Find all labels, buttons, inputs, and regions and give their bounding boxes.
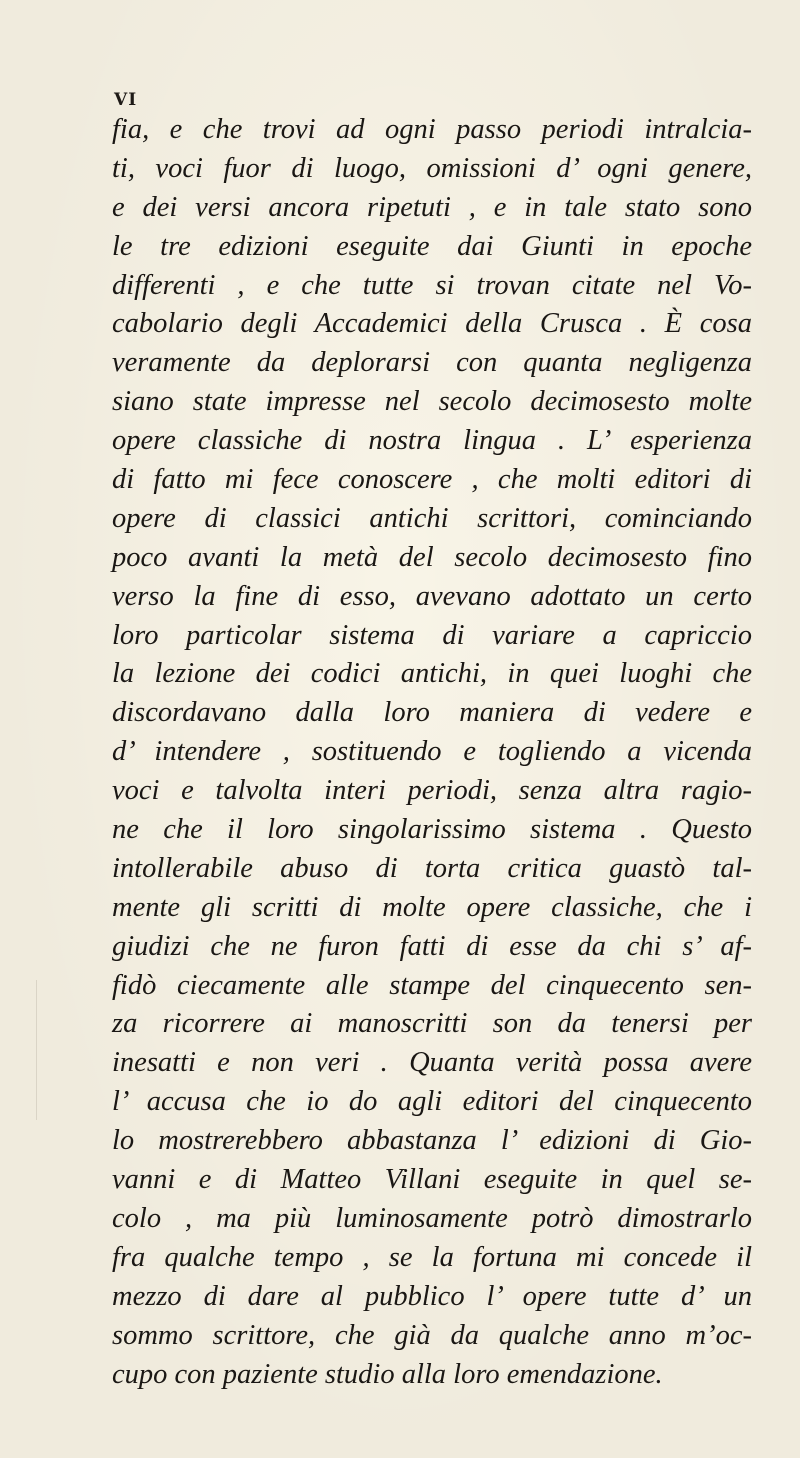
text-line: inesatti e non veri . Quanta verità possa avere <box>112 1047 752 1079</box>
text-line: loro particolar sistema di variare a capriccio <box>112 619 752 651</box>
text-line: verso la fine di esso, avevano adottato un certo <box>112 580 752 612</box>
text-line: colo , ma più luminosamente potrò dimostrarlo <box>112 1202 752 1234</box>
text-line: opere classiche di nostra lingua . L’ esperienza <box>112 425 752 457</box>
text-line: e dei versi ancora ripetuti , e in tale stato sono <box>112 191 752 223</box>
text-line: d’ intendere , sostituendo e togliendo a vicenda <box>112 736 752 768</box>
text-line: le tre edizioni eseguite dai Giunti in epoche <box>112 230 752 262</box>
text-line: cupo con paziente studio alla loro emendazione. <box>112 1358 663 1390</box>
page-number: VI <box>114 90 138 110</box>
text-line: opere di classici antichi scrittori, cominciando <box>112 502 752 534</box>
text-line: mente gli scritti di molte opere classiche, che i <box>112 891 752 923</box>
text-line: cabolario degli Accademici della Crusca . È cosa <box>112 308 752 340</box>
text-line: la lezione dei codici antichi, in quei luoghi che <box>112 658 752 690</box>
text-line: voci e talvolta interi periodi, senza altra ragio- <box>112 775 752 807</box>
text-line: fra qualche tempo , se la fortuna mi concede il <box>112 1241 752 1273</box>
text-line: discordavano dalla loro maniera di vedere e <box>112 697 752 729</box>
text-line: mezzo di dare al pubblico l’ opere tutte d’ un <box>112 1280 752 1312</box>
text-line: giudizi che ne furon fatti di esse da chi s’ af- <box>112 930 752 962</box>
text-line: ne che il loro singolarissimo sistema . Questo <box>112 814 752 846</box>
text-line: sommo scrittore, che già da qualche anno m’oc- <box>112 1319 752 1351</box>
text-line: fia, e che trovi ad ogni passo periodi intralcia- <box>112 114 752 145</box>
text-line: differenti , e che tutte si trovan citate nel Vo- <box>112 269 752 301</box>
text-line: l’ accusa che io do agli editori del cinquecento <box>112 1086 752 1118</box>
text-line: di fatto mi fece conoscere , che molti editori di <box>112 464 752 496</box>
text-line: vanni e di Matteo Villani eseguite in quel se- <box>112 1164 752 1196</box>
text-line: fidò ciecamente alle stampe del cinquecento sen- <box>112 969 752 1001</box>
margin-shadow <box>36 980 37 1120</box>
text-line: siano state impresse nel secolo decimosesto molte <box>112 386 752 418</box>
text-line: intollerabile abuso di torta critica guastò tal- <box>112 852 752 884</box>
text-line: ti, voci fuor di luogo, omissioni d’ ogni genere, <box>112 152 752 184</box>
text-line: poco avanti la metà del secolo decimosesto fino <box>112 541 752 573</box>
text-line: veramente da deplorarsi con quanta negligenza <box>112 347 752 379</box>
body-text <box>112 111 752 1394</box>
text-line: lo mostrerebbero abbastanza l’ edizioni di Gio- <box>112 1125 752 1157</box>
text-line: za ricorrere ai manoscritti son da tenersi per <box>112 1008 752 1040</box>
